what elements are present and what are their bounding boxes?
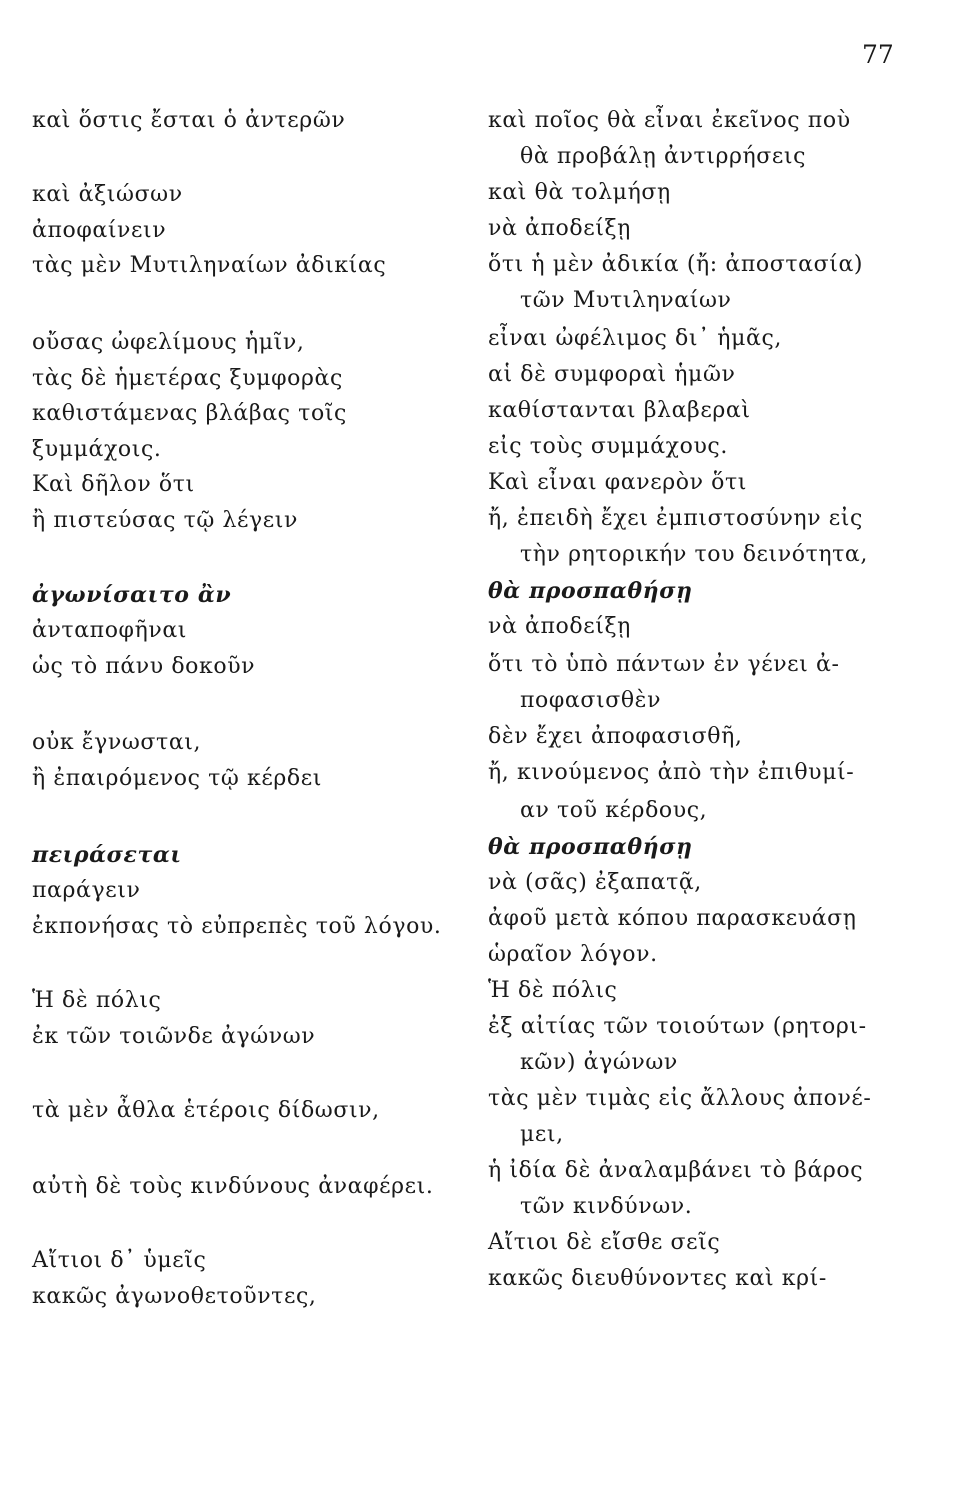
text-line: τῶν κινδύνων. <box>520 1194 693 1219</box>
text-line: Ἡ δὲ πόλις <box>488 978 618 1003</box>
text-line: ἤ, κινούμενος ἀπὸ τὴν ἐπιθυμί- <box>488 760 855 785</box>
text-line: νὰ ἀποδείξῃ <box>488 216 631 241</box>
text-line: ἀφοῦ μετὰ κόπου παρασκευάσῃ <box>488 906 857 931</box>
text-line: ἀποφαίνειν <box>32 218 167 243</box>
text-line: Καὶ εἶναι φανερὸν ὅτι <box>488 470 748 495</box>
text-line: οὐκ ἔγνωσται, <box>32 730 202 755</box>
text-line: νὰ ἀποδείξῃ <box>488 614 631 639</box>
text-line: ἤ, ἐπειδὴ ἔχει ἐμπιστοσύνην εἰς <box>488 506 863 531</box>
emphasized-text-line: πειράσεται <box>32 842 182 868</box>
text-line: αὐτὴ δὲ τοὺς κινδύνους ἀναφέρει. <box>32 1174 434 1199</box>
text-line: καὶ ὅστις ἔσται ὁ ἀντερῶν <box>32 108 346 133</box>
text-line: ὡραῖον λόγον. <box>488 942 658 967</box>
emphasized-text-line: θὰ προσπαθήσῃ <box>488 578 693 604</box>
text-line: ὅτι τὸ ὑπὸ πάντων ἐν γένει ἀ- <box>488 652 840 677</box>
text-line: κακῶς διευθύνοντες καὶ κρί- <box>488 1266 827 1291</box>
text-line: Αἴτιοι δὲ εἴσθε σεῖς <box>488 1230 721 1255</box>
text-line: θὰ προβάλῃ ἀντιρρήσεις <box>520 144 807 169</box>
text-line: ἡ ἰδία δὲ ἀναλαμβάνει τὸ βάρος <box>488 1158 864 1183</box>
text-line: αν τοῦ κέρδους, <box>520 798 708 823</box>
text-line: εἰς τοὺς συμμάχους. <box>488 434 728 459</box>
text-line: κακῶς ἀγωνοθετοῦντες, <box>32 1284 317 1309</box>
text-line: παράγειν <box>32 878 141 903</box>
text-line: νὰ (σᾶς) ἐξαπατᾷ, <box>488 870 702 895</box>
text-line: τὰς δὲ ἡμετέρας ξυμφορὰς <box>32 366 343 391</box>
text-line: κῶν) ἀγώνων <box>520 1050 678 1075</box>
text-line: ἐξ αἰτίας τῶν τοιούτων (ρητορι- <box>488 1014 867 1039</box>
text-line: τῶν Μυτιληναίων <box>520 288 732 313</box>
text-line: καθίστανται βλαβεραὶ <box>488 398 751 423</box>
text-line: καὶ ποῖος θὰ εἶναι ἐκεῖνος ποὺ <box>488 108 851 133</box>
text-line: αἱ δὲ συμφοραὶ ἡμῶν <box>488 362 736 387</box>
page-number: 77 <box>862 40 894 69</box>
text-line: καθιστάμενας βλάβας τοῖς <box>32 401 347 426</box>
emphasized-text-line: ἀγωνίσαιτο ἂν <box>32 582 232 608</box>
text-line: ἢ πιστεύσας τῷ λέγειν <box>32 508 298 533</box>
text-line: τὴν ρητορικήν του δεινότητα, <box>520 542 868 567</box>
text-line: Καὶ δῆλον ὅτι <box>32 472 195 497</box>
text-line: ἀνταποφῆναι <box>32 618 188 643</box>
text-line: ὅτι ἡ μὲν ἀδικία (ἤ: ἀποστασία) <box>488 252 864 277</box>
text-line: μει, <box>520 1122 564 1147</box>
text-line: τὰς μὲν τιμὰς εἰς ἄλλους ἀπονέ- <box>488 1086 872 1111</box>
text-line: καὶ θὰ τολμήσῃ <box>488 180 671 205</box>
text-line: ἐκπονήσας τὸ εὐπρεπὲς τοῦ λόγου. <box>32 914 442 939</box>
text-line: Ἡ δὲ πόλις <box>32 988 162 1013</box>
text-line: οὔσας ὠφελίμους ἡμῖν, <box>32 330 305 355</box>
text-line: ποφασισθὲν <box>520 688 662 713</box>
text-line: εἶναι ὠφέλιμος δι᾿ ἡμᾶς, <box>488 326 782 351</box>
text-line: δὲν ἔχει ἀποφασισθῆ, <box>488 724 743 749</box>
emphasized-text-line: θὰ προσπαθήσῃ <box>488 834 693 860</box>
text-line: ἐκ τῶν τοιῶνδε ἀγώνων <box>32 1024 316 1049</box>
text-line: Αἴτιοι δ᾿ ὑμεῖς <box>32 1248 207 1273</box>
text-line: καὶ ἀξιώσων <box>32 182 183 207</box>
text-line: τὰς μὲν Μυτιληναίων ἀδικίας <box>32 253 387 278</box>
text-line: ἢ ἐπαιρόμενος τῷ κέρδει <box>32 766 322 791</box>
text-line: ὡς τὸ πάνυ δοκοῦν <box>32 654 256 679</box>
text-line: τὰ μὲν ἆθλα ἑτέροις δίδωσιν, <box>32 1098 380 1123</box>
text-line: ξυμμάχοις. <box>32 437 162 462</box>
